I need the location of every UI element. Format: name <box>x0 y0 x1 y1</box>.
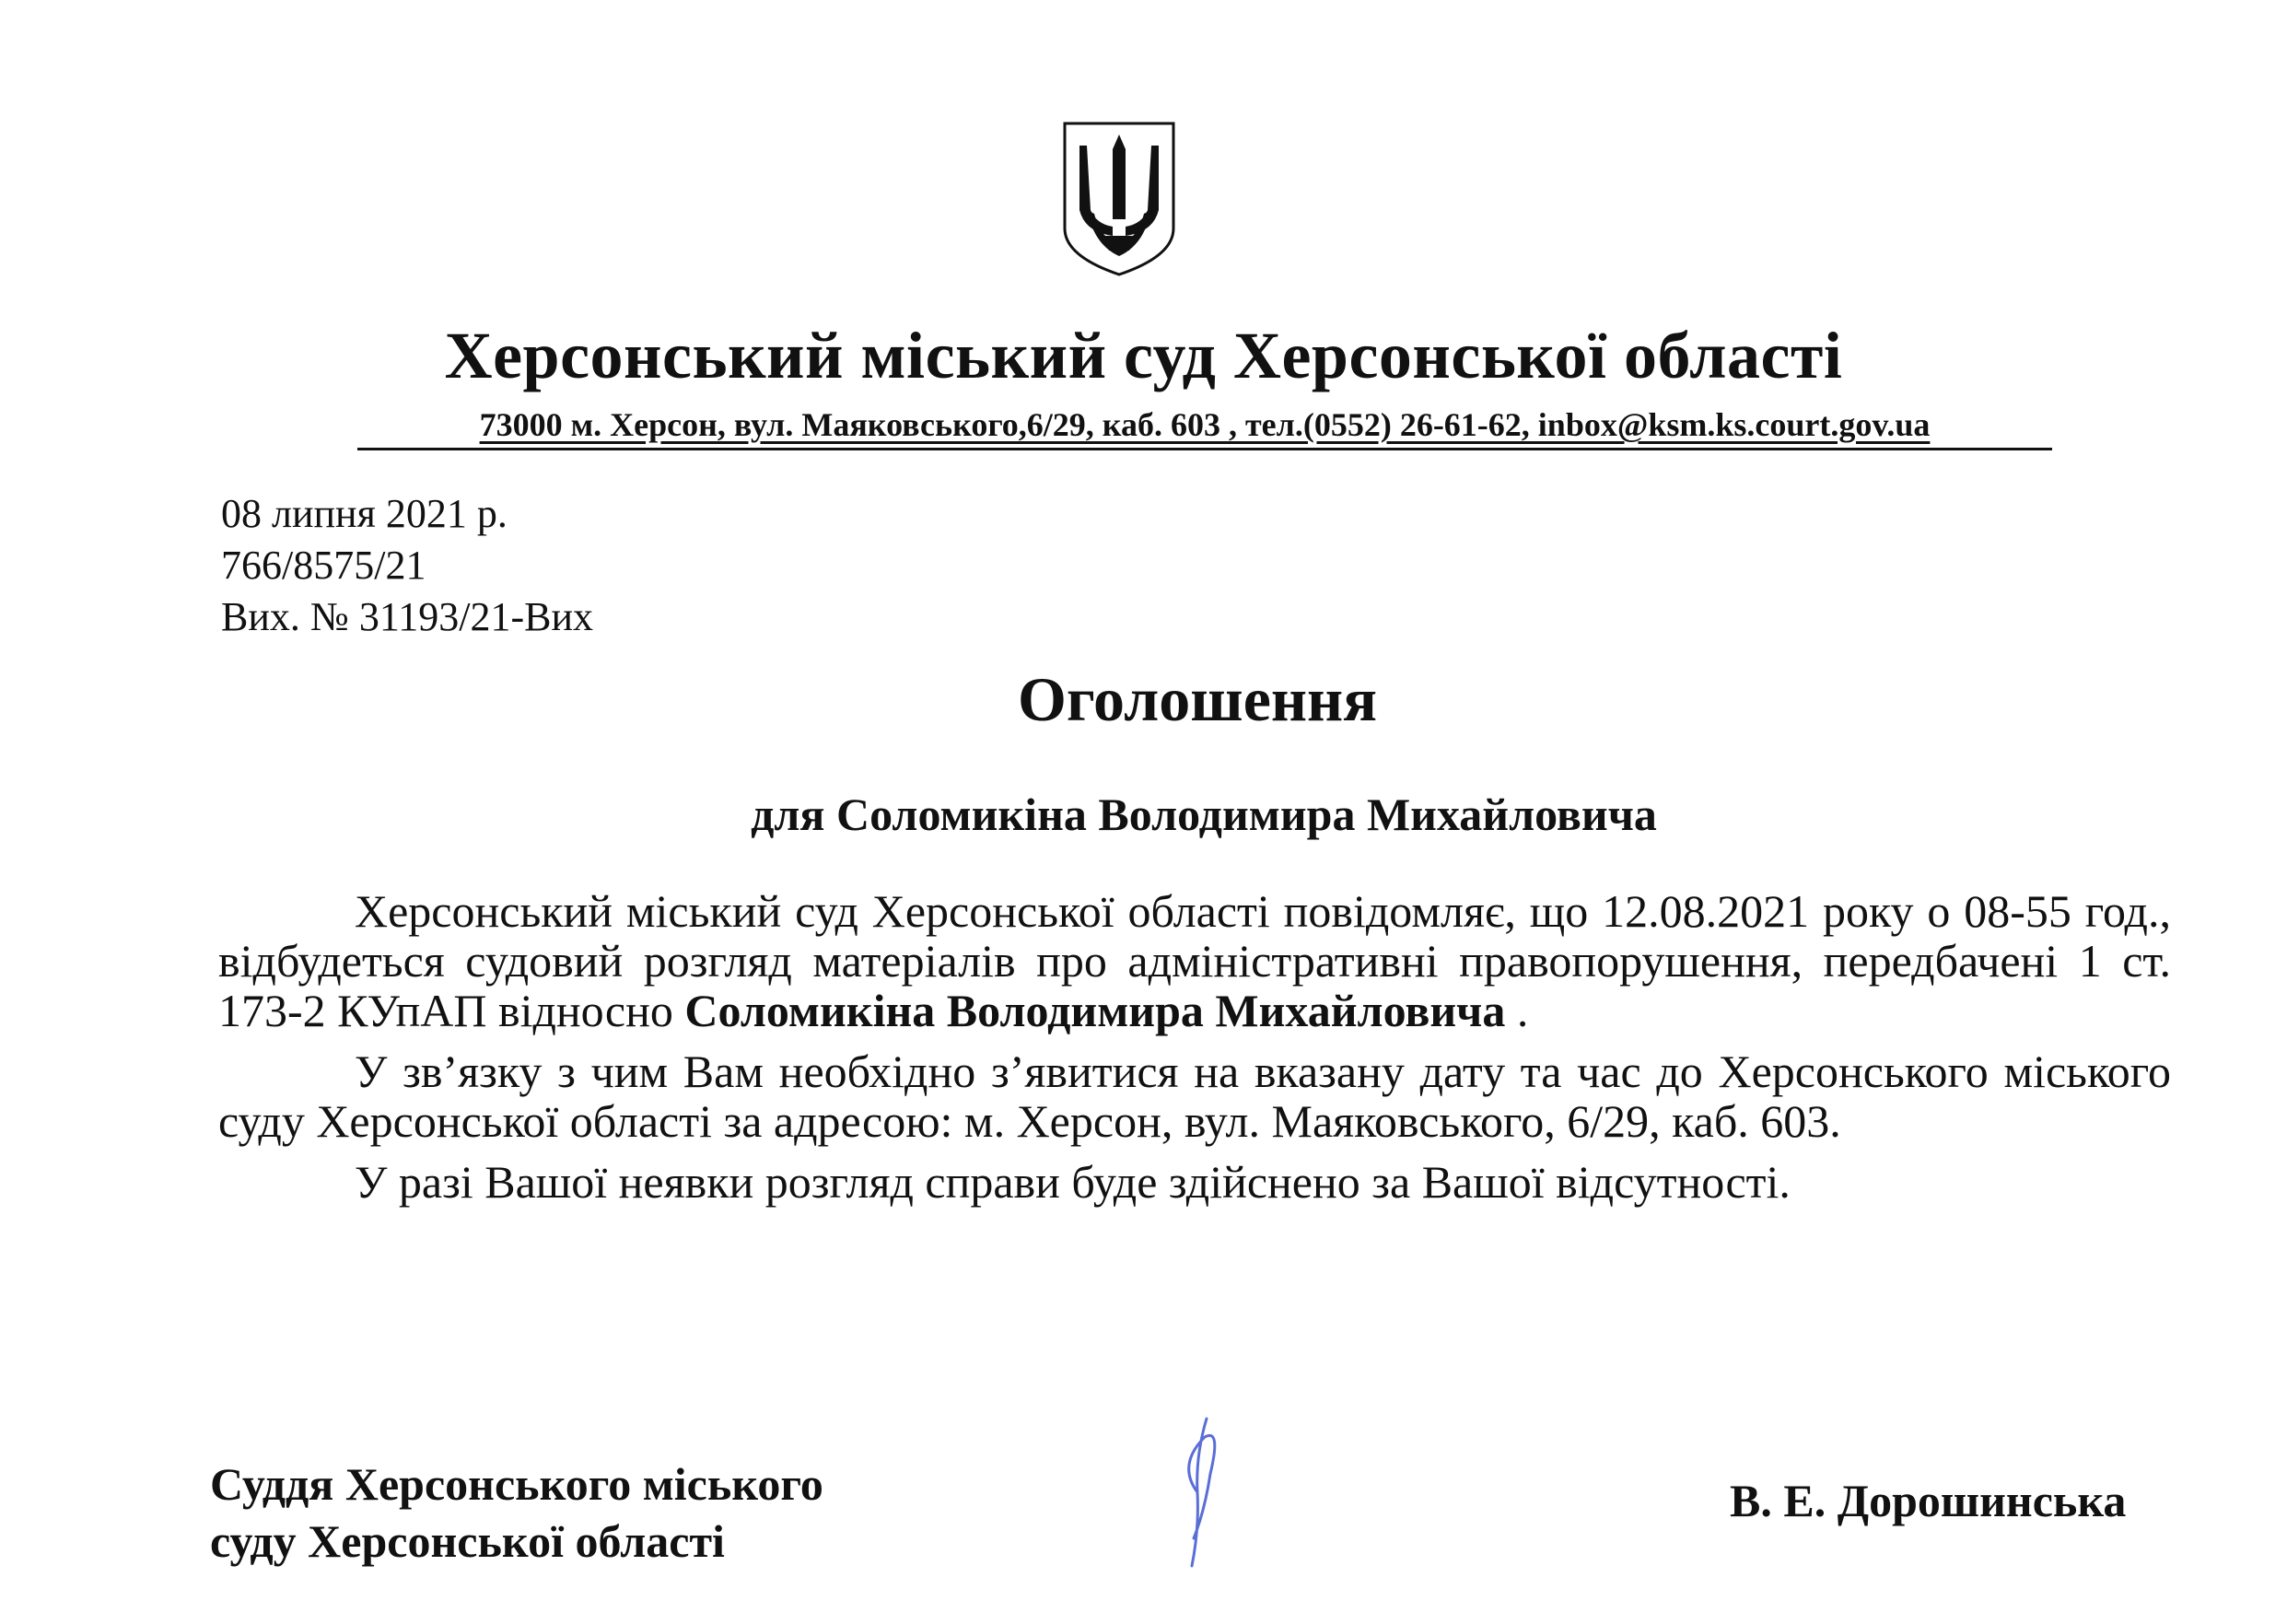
trident-coat-of-arms-icon <box>1059 118 1179 280</box>
signer-role-line-1: Суддя Херсонського міського <box>210 1458 823 1510</box>
document-meta <box>221 488 593 643</box>
handwritten-signature <box>1140 1400 1251 1584</box>
document-date: 08 липня 2021 р. <box>221 491 508 536</box>
document-body <box>218 886 2171 1218</box>
paragraph-3: У разі Вашої неявки розгляд справи буде здійснено за Вашої відсутності. <box>355 1156 1791 1208</box>
signer-role-line-2: суду Херсонської області <box>210 1515 725 1567</box>
defendant-name: Соломикіна Володимира Михайловича <box>684 985 1506 1036</box>
court-name: Херсонський міський суд Херсонської області <box>444 319 1843 392</box>
addressee: для Соломикіна Володимира Михайловича <box>751 789 1657 840</box>
outgoing-number: Вих. № 31193/21-Вих <box>221 594 594 639</box>
paragraph-1: Херсонський міський суд Херсонської області повідомляє, що 12.08.2021 року о 08-55 год., відбудеться судовий розгляд матеріалів про адміністративні правопорушення, передбачені 1 ст. 173-2 КУпАП відносно Соломикіна Володимира Михайловича . <box>218 885 2171 1036</box>
document-title: Оголошення <box>1017 664 1378 734</box>
court-address: 73000 м. Херсон, вул. Маяковського,6/29, каб. 603 , тел.(0552) 26-61-62, inbox@ksm.ks.court.gov.ua <box>357 403 2052 450</box>
paragraph-2: У зв’язку з чим Вам необхідно з’явитися на вказану дату та час до Херсонського міського суду Херсонської області за адресою: м. Херсон, вул. Маяковського, 6/29, каб. 603. <box>218 1046 2171 1147</box>
signer-role <box>210 1455 823 1570</box>
signer-name: В. Е. Дорошинська <box>1730 1475 2127 1526</box>
case-number: 766/8575/21 <box>221 543 426 588</box>
